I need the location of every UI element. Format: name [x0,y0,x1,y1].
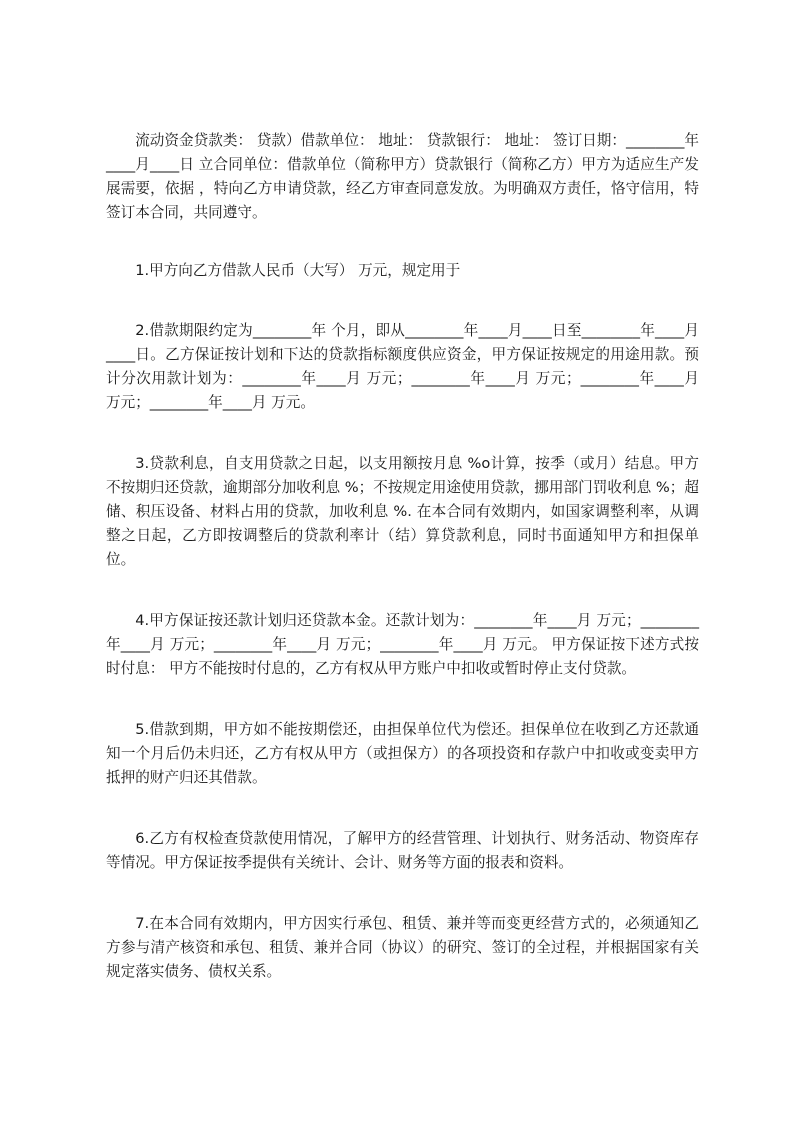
clause-2-paragraph: 2.借款期限约定为________年 个月，即从________年____月____日至________年____月____日。乙方保证按计划和下达的贷款指标额度供应资金，甲方保证按规定的用途用款。预计分次用款计划为：________年____月 万元；________年____月 万元；________年____月 万元；________年____月 万元。 [106,322,699,411]
contract-body [106,129,699,1021]
clause-7-paragraph: 7.在本合同有效期内，甲方因实行承包、租赁、兼并等而变更经营方式的，必须通知乙方参与清产核资和承包、租赁、兼并合同（协议）的研究、签订的全过程，并根据国家有关规定落实债务、债权关系。 [106,915,699,980]
clause-6-paragraph: 6.乙方有权检查贷款使用情况，了解甲方的经营管理、计划执行、财务活动、物资库存等情况。甲方保证按季提供有关统计、会计、财务等方面的报表和资料。 [106,830,699,871]
clause-1-paragraph: 1.甲方向乙方借款人民币（大写） 万元，规定用于 [135,262,461,279]
clause-3-paragraph: 3.贷款利息，自支用贷款之日起，以支用额按月息 %o计算，按季（或月）结息。甲方不按期归还贷款，逾期部分加收利息 %；不按规定用途使用贷款，挪用部门罚收利息 %；超储、积压设备、材料占用的贷款，加收利息 %. 在本合同有效期内，如国家调整利率，从调整之日起，乙方即按调整后的贷款利率计（结）算贷款利息，同时书面通知甲方和担保单位。 [106,455,699,568]
clause-4-paragraph: 4.甲方保证按还款计划归还贷款本金。还款计划为：________年____月 万元；________年____月 万元；________年____月 万元；________年____月 万元。 甲方保证按下述方式按时付息： 甲方不能按时付息的，乙方有权从甲方账户中扣收或暂时停止支付贷款。 [106,612,699,677]
clause-5-paragraph: 5.借款到期，甲方如不能按期偿还，由担保单位代为偿还。担保单位在收到乙方还款通知一个月后仍未归还，乙方有权从甲方（或担保方）的各项投资和存款户中扣收或变卖甲方抵押的财产归还其借款。 [106,721,699,786]
contract-intro-paragraph: 流动资金贷款类： 贷款）借款单位： 地址： 贷款银行： 地址： 签订日期：________年____月____日 立合同单位：借款单位（简称甲方）贷款银行（简称乙方）甲方为适应生产发展需要，依据 ，特向乙方申请贷款，经乙方审查同意发放。为明确双方责任，恪守信用，特签订本合同，共同遵守。 [106,132,699,221]
